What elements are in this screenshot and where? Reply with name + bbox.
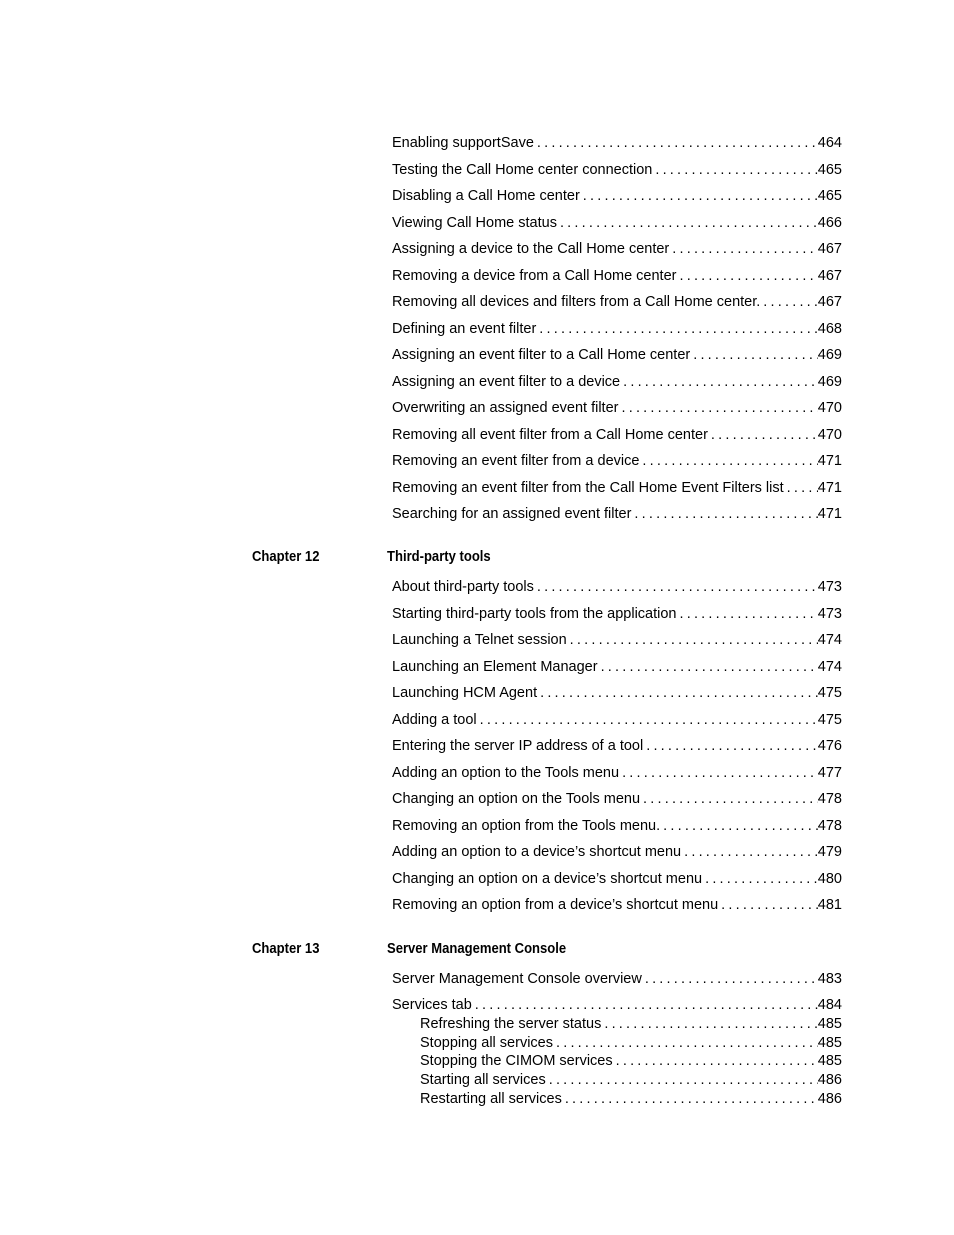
toc-entry-text: Stopping all services <box>420 1035 553 1051</box>
toc-page-number: 481 <box>817 897 842 913</box>
toc-entry-text: Viewing Call Home status <box>392 215 557 231</box>
toc-entry[interactable] <box>392 372 842 392</box>
toc-entry-text: Launching a Telnet session <box>392 632 567 648</box>
toc-entry-text: Removing all devices and filters from a Call Home center. <box>392 294 761 310</box>
toc-leader-dots <box>677 604 818 624</box>
toc-page-number: 465 <box>817 162 842 178</box>
toc-entry[interactable] <box>392 398 842 418</box>
toc-leader-dots <box>601 1014 817 1034</box>
toc-entry-text: Removing an event filter from the Call Home Event Filters list <box>392 480 784 496</box>
toc-subentry[interactable] <box>420 1051 842 1071</box>
toc-page-number: 474 <box>817 659 842 675</box>
toc-entry[interactable] <box>392 425 842 445</box>
toc-leader-dots <box>553 1033 818 1053</box>
toc-page-number: 477 <box>817 765 842 781</box>
toc-page-number: 464 <box>817 135 842 151</box>
toc-entry[interactable] <box>392 451 842 471</box>
toc-entry[interactable] <box>392 816 842 836</box>
toc-page-number: 484 <box>817 997 842 1013</box>
toc-entry[interactable] <box>392 160 842 180</box>
toc-page-number: 476 <box>817 738 842 754</box>
toc-page-number: 471 <box>817 480 842 496</box>
toc-leader-dots <box>702 869 818 889</box>
toc-leader-dots <box>639 451 817 471</box>
toc-leader-dots <box>536 319 818 339</box>
toc-entry[interactable] <box>392 504 842 524</box>
toc-entry-text: Removing an option from the Tools menu. <box>392 818 661 834</box>
toc-entry[interactable] <box>392 604 842 624</box>
toc-entry[interactable] <box>392 292 842 312</box>
toc-leader-dots <box>631 504 817 524</box>
toc-entry-text: Assigning an event filter to a device <box>392 374 621 390</box>
toc-leader-dots <box>676 266 817 286</box>
toc-leader-dots <box>562 1089 818 1109</box>
toc-page-number: 485 <box>817 1016 842 1032</box>
toc-page-number: 470 <box>817 400 842 416</box>
toc-leader-dots <box>784 478 818 498</box>
toc-page-number: 473 <box>817 579 842 595</box>
toc-entry-text: Assigning an event filter to a Call Home center <box>392 347 691 363</box>
toc-entry[interactable] <box>392 763 842 783</box>
toc-entry-text: Testing the Call Home center connection <box>392 162 653 178</box>
toc-entry-text: Launching HCM Agent <box>392 685 538 701</box>
toc-subentry[interactable] <box>420 1033 842 1053</box>
toc-leader-dots <box>580 186 818 206</box>
toc-entry-text: Server Management Console overview <box>392 971 642 987</box>
toc-page-number: 467 <box>817 294 842 310</box>
toc-leader-dots <box>598 657 818 677</box>
toc-leader-dots <box>640 789 818 809</box>
toc-leader-dots <box>534 133 818 153</box>
toc-entry-text: Overwriting an assigned event filter <box>392 400 619 416</box>
toc-entry-text: Searching for an assigned event filter <box>392 506 632 522</box>
toc-page-number: 471 <box>817 453 842 469</box>
toc-entry-text: Disabling a Call Home center <box>392 188 580 204</box>
toc-entry-text: Entering the server IP address of a tool <box>392 738 644 754</box>
toc-entry-text: Changing an option on a device’s shortcut menu <box>392 871 703 887</box>
toc-page-number: 470 <box>817 427 842 443</box>
toc-leader-dots <box>660 816 818 836</box>
toc-page-number: 485 <box>817 1035 842 1051</box>
toc-entry-text: Starting third-party tools from the application <box>392 606 677 622</box>
toc-entry[interactable] <box>392 319 842 339</box>
toc-entry[interactable] <box>392 995 842 1015</box>
toc-leader-dots <box>643 736 818 756</box>
toc-leader-dots <box>472 995 818 1015</box>
toc-entry[interactable] <box>392 842 842 862</box>
toc-page-number: 480 <box>817 871 842 887</box>
toc-entry[interactable] <box>392 657 842 677</box>
toc-entry[interactable] <box>392 710 842 730</box>
toc-leader-dots <box>477 710 818 730</box>
toc-leader-dots <box>690 345 818 365</box>
toc-entry[interactable] <box>392 133 842 153</box>
toc-leader-dots <box>613 1051 818 1071</box>
toc-page-number: 479 <box>817 844 842 860</box>
toc-page-number: 478 <box>817 818 842 834</box>
toc-subentry[interactable] <box>420 1089 842 1109</box>
toc-entry-text: Adding a tool <box>392 712 477 728</box>
toc-entry[interactable] <box>392 736 842 756</box>
toc-entry[interactable] <box>392 630 842 650</box>
toc-page-number: 474 <box>817 632 842 648</box>
toc-leader-dots <box>718 895 818 915</box>
toc-entry-text: Enabling supportSave <box>392 135 534 151</box>
toc-subentry[interactable] <box>420 1070 842 1090</box>
toc-leader-dots <box>681 842 818 862</box>
chapter-label: Chapter 12 <box>252 549 320 565</box>
toc-entry-text: Starting all services <box>420 1072 546 1088</box>
toc-entry-text: About third-party tools <box>392 579 534 595</box>
toc-leader-dots <box>567 630 818 650</box>
toc-entry-text: Services tab <box>392 997 472 1013</box>
toc-page-number: 468 <box>817 321 842 337</box>
toc-entry[interactable] <box>392 213 842 233</box>
toc-entry[interactable] <box>392 683 842 703</box>
toc-page-number: 483 <box>817 971 842 987</box>
toc-leader-dots <box>652 160 817 180</box>
toc-leader-dots <box>537 683 818 703</box>
toc-entry-text: Removing all event filter from a Call Home center <box>392 427 708 443</box>
toc-leader-dots <box>618 398 817 418</box>
toc-entry-text: Adding an option to the Tools menu <box>392 765 620 781</box>
toc-page-number: 478 <box>817 791 842 807</box>
toc-leader-dots <box>708 425 818 445</box>
toc-entry[interactable] <box>392 345 842 365</box>
toc-entry[interactable] <box>392 577 842 597</box>
toc-subentry[interactable] <box>420 1014 842 1034</box>
toc-entry[interactable] <box>392 895 842 915</box>
toc-page-number: 473 <box>817 606 842 622</box>
toc-page-number: 486 <box>817 1072 842 1088</box>
toc-entry[interactable] <box>392 789 842 809</box>
toc-entry-text: Removing an option from a device’s shortcut menu <box>392 897 719 913</box>
toc-entry-text: Defining an event filter <box>392 321 537 337</box>
toc-page-number: 471 <box>817 506 842 522</box>
toc-entry-text: Removing an event filter from a device <box>392 453 640 469</box>
toc-entry[interactable] <box>392 969 842 989</box>
toc-page-number: 485 <box>817 1053 842 1069</box>
toc-entry-text: Launching an Element Manager <box>392 659 598 675</box>
toc-leader-dots <box>619 763 818 783</box>
toc-entry-text: Restarting all services <box>420 1091 562 1107</box>
toc-leader-dots <box>642 969 818 989</box>
toc-page-number: 467 <box>817 268 842 284</box>
toc-entry[interactable] <box>392 239 842 259</box>
toc-page-number: 475 <box>817 685 842 701</box>
chapter-title[interactable]: Third-party tools <box>387 549 491 565</box>
toc-page-number: 466 <box>817 215 842 231</box>
toc-page-number: 465 <box>817 188 842 204</box>
toc-entry-text: Changing an option on the Tools menu <box>392 791 641 807</box>
toc-leader-dots <box>534 577 818 597</box>
toc-leader-dots <box>620 372 818 392</box>
toc-page-number: 469 <box>817 374 842 390</box>
toc-leader-dots <box>546 1070 818 1090</box>
toc-page-number: 467 <box>817 241 842 257</box>
toc-entry-text: Stopping the CIMOM services <box>420 1053 613 1069</box>
chapter-label: Chapter 13 <box>252 941 320 957</box>
toc-page-number: 475 <box>817 712 842 728</box>
toc-leader-dots <box>760 292 818 312</box>
toc-page-number: 469 <box>817 347 842 363</box>
toc-entry[interactable] <box>392 478 842 498</box>
toc-entry-text: Adding an option to a device’s shortcut menu <box>392 844 682 860</box>
toc-entry-text: Removing a device from a Call Home center <box>392 268 677 284</box>
toc-entry[interactable] <box>392 186 842 206</box>
toc-entry-text: Assigning a device to the Call Home center <box>392 241 670 257</box>
toc-leader-dots <box>557 213 818 233</box>
toc-leader-dots <box>669 239 818 259</box>
toc-entry-text: Refreshing the server status <box>420 1016 602 1032</box>
toc-entry[interactable] <box>392 266 842 286</box>
chapter-title[interactable]: Server Management Console <box>387 941 567 957</box>
toc-page-number: 486 <box>817 1091 842 1107</box>
toc-entry[interactable] <box>392 869 842 889</box>
